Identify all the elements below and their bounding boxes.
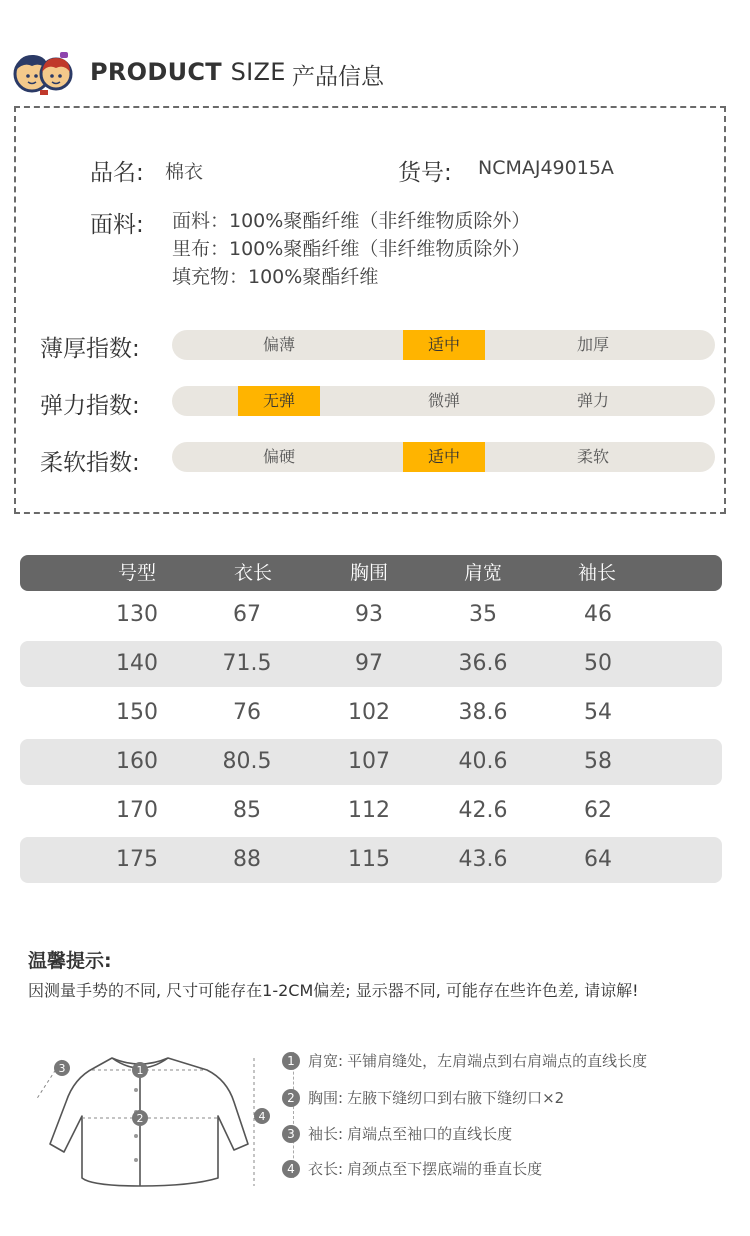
measurement-label: 肩宽: — [308, 1052, 344, 1070]
table-row — [20, 788, 722, 834]
elasticity-option-stretch: 弹力 — [576, 391, 609, 410]
cell-sleeve: 50 — [584, 651, 612, 676]
measurement-desc: 平铺肩缝处，左肩端点到右肩端点的直线长度 — [347, 1052, 648, 1070]
cell-sleeve: 62 — [584, 798, 612, 823]
header-sleeve: 袖长 — [577, 562, 616, 584]
garment-diagram-icon — [22, 1040, 277, 1190]
elasticity-index-bar — [172, 386, 715, 416]
softness-option-soft: 柔软 — [576, 447, 609, 466]
header-size: 号型 — [117, 562, 156, 584]
thickness-index-label: 薄厚指数: — [40, 336, 140, 362]
number-4-icon: 4 — [282, 1160, 300, 1178]
measurement-item-chest — [282, 1087, 564, 1108]
cell-shoulder: 43.6 — [458, 847, 508, 872]
code-label: 货号: — [398, 160, 452, 186]
table-row — [20, 739, 722, 785]
header-chest: 胸围 — [349, 562, 388, 584]
measurement-desc: 肩颈点至下摆底端的垂直长度 — [347, 1160, 543, 1178]
cell-chest: 115 — [348, 847, 390, 872]
table-row — [20, 837, 722, 883]
fabric-line-lining: 里布：100%聚酯纤维（非纤维物质除外） — [172, 238, 531, 260]
elasticity-index-label: 弹力指数: — [40, 393, 140, 419]
thickness-index-bar — [172, 330, 715, 360]
cell-length: 76 — [233, 700, 261, 725]
brand-logo-icon — [8, 46, 80, 98]
cell-shoulder: 40.6 — [458, 749, 508, 774]
marker-label: 4 — [258, 1110, 266, 1123]
tips-text: 因测量手势的不同, 尺寸可能存在1-2CM偏差; 显示器不同, 可能存在些许色差, 请谅解! — [28, 981, 639, 1000]
cell-length: 88 — [233, 847, 261, 872]
measurement-item-sleeve — [282, 1123, 512, 1144]
table-row — [20, 592, 722, 638]
tips-title: 温馨提示: — [28, 950, 112, 972]
measurement-item-length — [282, 1158, 542, 1179]
header-shoulder: 肩宽 — [463, 562, 502, 584]
fabric-line-shell: 面料：100%聚酯纤维（非纤维物质除外） — [172, 210, 531, 232]
page-title — [90, 58, 286, 86]
cell-shoulder: 42.6 — [458, 798, 508, 823]
cell-chest: 97 — [355, 651, 383, 676]
cell-size: 170 — [116, 798, 158, 823]
cell-length: 85 — [233, 798, 261, 823]
elasticity-option-slight: 微弹 — [427, 391, 460, 410]
cell-shoulder: 38.6 — [458, 700, 508, 725]
cell-size: 160 — [116, 749, 158, 774]
table-row — [20, 641, 722, 687]
fabric-list — [172, 207, 530, 291]
table-row — [20, 690, 722, 736]
cell-size: 175 — [116, 847, 158, 872]
cell-sleeve: 54 — [584, 700, 612, 725]
cell-length: 67 — [233, 602, 261, 627]
measurement-desc: 左腋下缝纫口到右腋下缝纫口×2 — [347, 1089, 565, 1107]
cell-length: 80.5 — [222, 749, 272, 774]
cell-chest: 102 — [348, 700, 390, 725]
title-bold: PRODUCT — [90, 58, 222, 86]
cell-sleeve: 64 — [584, 847, 612, 872]
page-title-cn: 产品信息 — [292, 64, 384, 90]
cell-chest: 93 — [355, 602, 383, 627]
thickness-option-thick: 加厚 — [576, 335, 609, 354]
measurement-label: 袖长: — [308, 1125, 344, 1143]
cell-shoulder: 36.6 — [458, 651, 508, 676]
name-label: 品名: — [90, 160, 144, 186]
header-length: 衣长 — [233, 562, 272, 584]
softness-option-hard: 偏硬 — [262, 447, 295, 466]
number-1-icon: 1 — [282, 1052, 300, 1070]
marker-label: 3 — [58, 1062, 66, 1075]
fabric-label: 面料: — [90, 212, 144, 238]
softness-index-bar — [172, 442, 715, 472]
marker-label: 1 — [136, 1064, 144, 1077]
elasticity-option-none: 无弹 — [238, 386, 320, 416]
marker-label: 2 — [136, 1112, 144, 1125]
code-value: NCMAJ49015A — [478, 157, 614, 179]
name-value: 棉衣 — [165, 161, 204, 183]
cell-size: 140 — [116, 651, 158, 676]
cell-chest: 112 — [348, 798, 390, 823]
cell-size: 150 — [116, 700, 158, 725]
measurement-label: 衣长: — [308, 1160, 344, 1178]
cell-shoulder: 35 — [469, 602, 497, 627]
measurement-desc: 肩端点至袖口的直线长度 — [347, 1125, 513, 1143]
cell-sleeve: 46 — [584, 602, 612, 627]
thickness-option-medium: 适中 — [403, 330, 485, 360]
fabric-line-filling: 填充物：100%聚酯纤维 — [172, 266, 379, 288]
cell-length: 71.5 — [222, 651, 272, 676]
thickness-option-thin: 偏薄 — [262, 335, 295, 354]
title-light: SIZE — [230, 58, 286, 86]
number-3-icon: 3 — [282, 1125, 300, 1143]
measurement-label: 胸围: — [308, 1089, 344, 1107]
size-table-header — [20, 555, 722, 591]
cell-sleeve: 58 — [584, 749, 612, 774]
cell-size: 130 — [116, 602, 158, 627]
number-2-icon: 2 — [282, 1089, 300, 1107]
softness-option-medium: 适中 — [403, 442, 485, 472]
measurement-item-shoulder — [282, 1050, 647, 1071]
cell-chest: 107 — [348, 749, 390, 774]
softness-index-label: 柔软指数: — [40, 450, 140, 476]
